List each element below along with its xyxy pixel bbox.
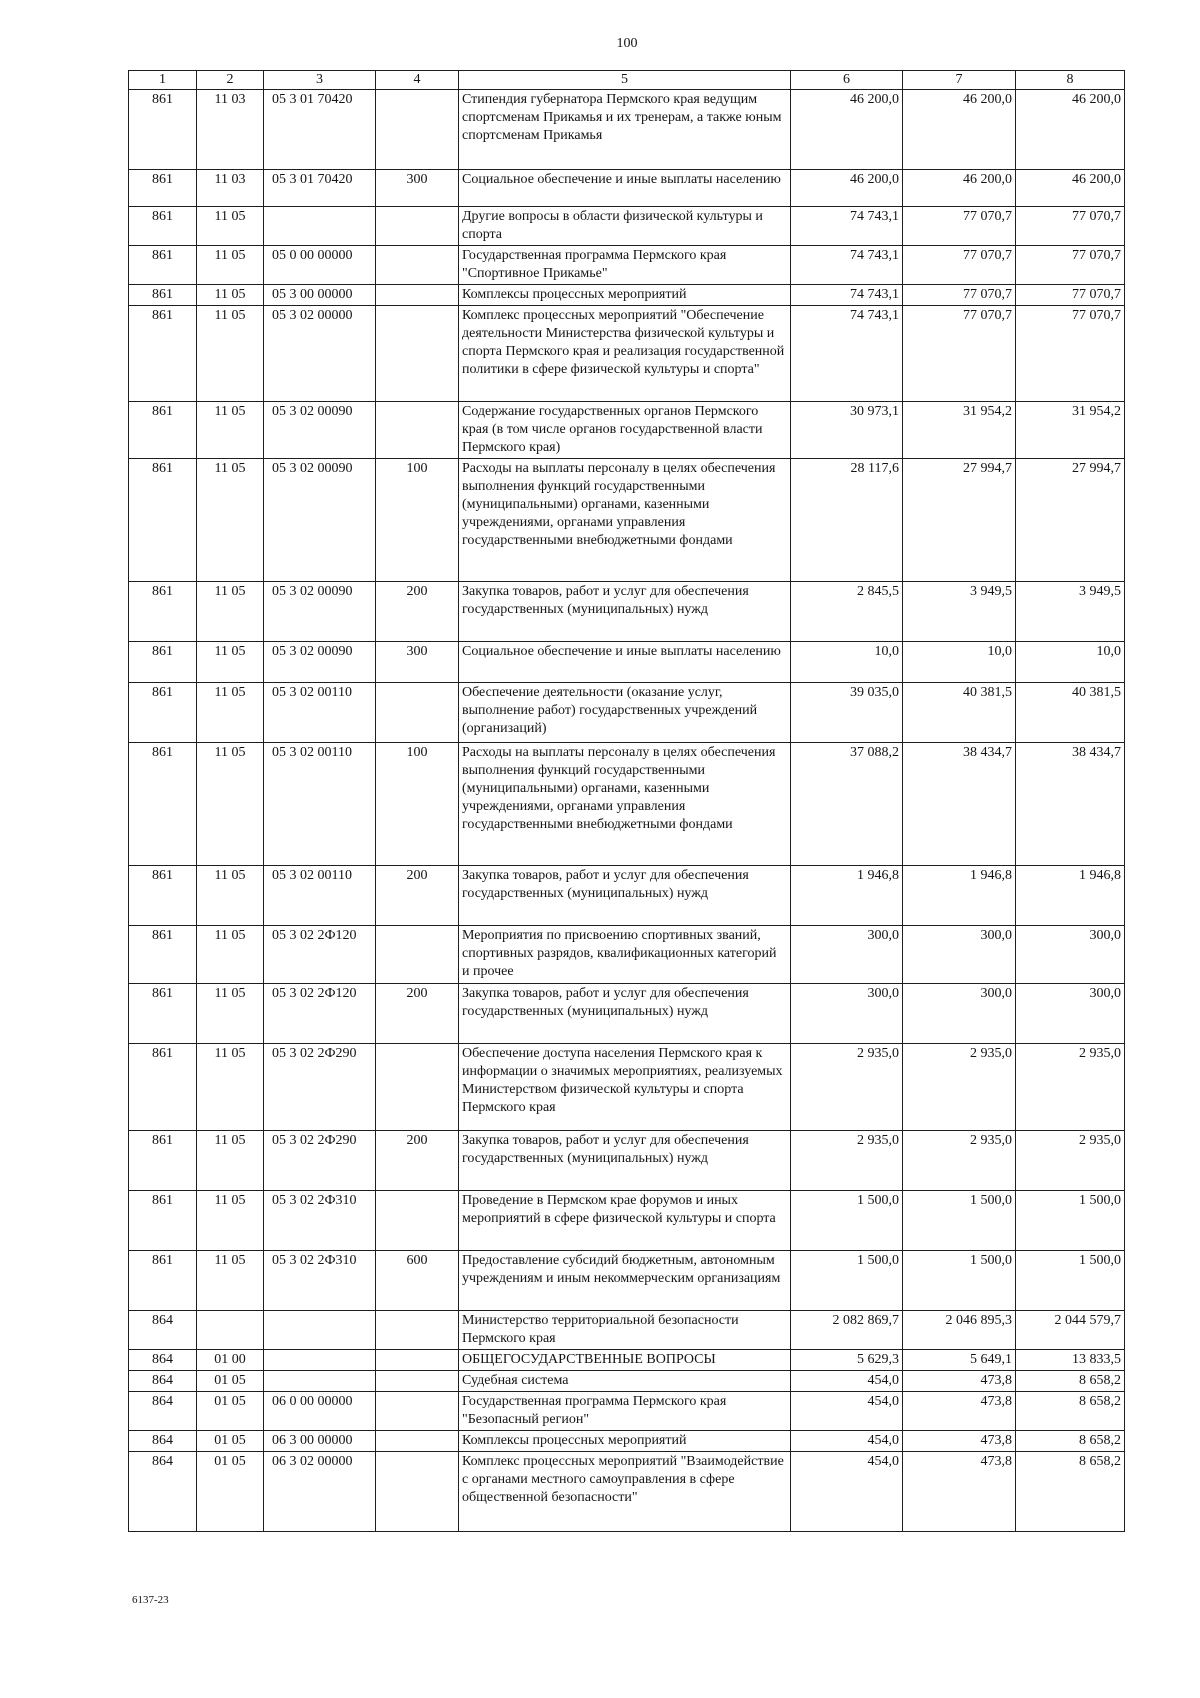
amount-col-7: 2 935,0 (903, 1044, 1016, 1131)
amount-col-8: 13 833,5 (1016, 1350, 1125, 1371)
section-code: 11 05 (197, 582, 264, 642)
expense-type-code (376, 246, 459, 285)
target-article-code: 06 3 02 00000 (264, 1452, 376, 1532)
amount-col-7: 473,8 (903, 1431, 1016, 1452)
target-article-code (264, 207, 376, 246)
section-code: 11 05 (197, 1131, 264, 1191)
line-item-name: Социальное обеспечение и иные выплаты населению (459, 170, 791, 207)
ministry-code: 864 (129, 1371, 197, 1392)
amount-col-8: 8 658,2 (1016, 1392, 1125, 1431)
expense-type-code (376, 1311, 459, 1350)
target-article-code: 05 3 02 00110 (264, 866, 376, 926)
amount-col-8: 38 434,7 (1016, 743, 1125, 866)
amount-col-8: 2 044 579,7 (1016, 1311, 1125, 1350)
ministry-code: 861 (129, 743, 197, 866)
line-item-name: Расходы на выплаты персоналу в целях обеспечения выполнения функций государственными (муниципальными) органами, казенными учреждениями, органами управления государственными внебюджетными фондами (459, 743, 791, 866)
section-code: 11 05 (197, 984, 264, 1044)
target-article-code (264, 1371, 376, 1392)
table-row (129, 1350, 1125, 1371)
amount-col-7: 473,8 (903, 1371, 1016, 1392)
amount-col-6: 454,0 (791, 1392, 903, 1431)
ministry-code: 861 (129, 402, 197, 459)
amount-col-6: 10,0 (791, 642, 903, 683)
amount-col-8: 10,0 (1016, 642, 1125, 683)
page-number: 100 (616, 36, 638, 51)
table-row (129, 642, 1125, 683)
expense-type-code (376, 1431, 459, 1452)
line-item-name: Государственная программа Пермского края "Безопасный регион" (459, 1392, 791, 1431)
amount-col-7: 77 070,7 (903, 207, 1016, 246)
amount-col-6: 5 629,3 (791, 1350, 903, 1371)
ministry-code: 861 (129, 1251, 197, 1311)
target-article-code: 06 3 00 00000 (264, 1431, 376, 1452)
table-row (129, 306, 1125, 402)
line-item-name: Другие вопросы в области физической культуры и спорта (459, 207, 791, 246)
amount-col-7: 38 434,7 (903, 743, 1016, 866)
table-row (129, 1431, 1125, 1452)
amount-col-6: 300,0 (791, 926, 903, 984)
expense-type-code (376, 1371, 459, 1392)
expense-type-code (376, 683, 459, 743)
table-row (129, 984, 1125, 1044)
line-item-name: Министерство территориальной безопасности Пермского края (459, 1311, 791, 1350)
expense-type-code (376, 90, 459, 170)
amount-col-7: 1 500,0 (903, 1191, 1016, 1251)
amount-col-7: 77 070,7 (903, 285, 1016, 306)
ministry-code: 864 (129, 1431, 197, 1452)
line-item-name: Расходы на выплаты персоналу в целях обеспечения выполнения функций государственными (муниципальными) органами, казенными учреждениями, органами управления государственными внебюджетными фондами (459, 459, 791, 582)
expense-type-code: 300 (376, 642, 459, 683)
amount-col-6: 454,0 (791, 1371, 903, 1392)
section-code: 11 05 (197, 926, 264, 984)
column-header: 7 (903, 71, 1016, 90)
amount-col-8: 8 658,2 (1016, 1371, 1125, 1392)
ministry-code: 861 (129, 1131, 197, 1191)
expense-type-code (376, 926, 459, 984)
expense-type-code (376, 306, 459, 402)
section-code: 11 05 (197, 743, 264, 866)
amount-col-7: 10,0 (903, 642, 1016, 683)
section-code: 01 05 (197, 1392, 264, 1431)
table-row (129, 1251, 1125, 1311)
amount-col-6: 2 845,5 (791, 582, 903, 642)
section-code: 11 05 (197, 683, 264, 743)
target-article-code: 05 3 02 00090 (264, 402, 376, 459)
amount-col-8: 40 381,5 (1016, 683, 1125, 743)
target-article-code: 05 3 00 00000 (264, 285, 376, 306)
target-article-code: 05 3 02 2Ф310 (264, 1191, 376, 1251)
section-code: 01 05 (197, 1431, 264, 1452)
line-item-name: ОБЩЕГОСУДАРСТВЕННЫЕ ВОПРОСЫ (459, 1350, 791, 1371)
line-item-name: Комплекс процессных мероприятий "Взаимодействие с органами местного самоуправления в сфере общественной безопасности" (459, 1452, 791, 1532)
section-code: 11 05 (197, 866, 264, 926)
expense-type-code (376, 1452, 459, 1532)
amount-col-8: 2 935,0 (1016, 1044, 1125, 1131)
table-row (129, 1452, 1125, 1532)
expense-type-code: 200 (376, 984, 459, 1044)
table-row (129, 1044, 1125, 1131)
section-code: 11 05 (197, 1251, 264, 1311)
line-item-name: Закупка товаров, работ и услуг для обеспечения государственных (муниципальных) нужд (459, 984, 791, 1044)
section-code: 11 05 (197, 1191, 264, 1251)
target-article-code: 05 3 02 2Ф290 (264, 1044, 376, 1131)
table-row (129, 1131, 1125, 1191)
target-article-code: 05 3 02 2Ф310 (264, 1251, 376, 1311)
column-header: 4 (376, 71, 459, 90)
amount-col-8: 1 500,0 (1016, 1191, 1125, 1251)
amount-col-8: 77 070,7 (1016, 207, 1125, 246)
amount-col-6: 2 935,0 (791, 1131, 903, 1191)
amount-col-7: 27 994,7 (903, 459, 1016, 582)
amount-col-7: 1 946,8 (903, 866, 1016, 926)
section-code: 11 05 (197, 402, 264, 459)
ministry-code: 864 (129, 1311, 197, 1350)
amount-col-6: 454,0 (791, 1452, 903, 1532)
line-item-name: Проведение в Пермском крае форумов и иных мероприятий в сфере физической культуры и спорта (459, 1191, 791, 1251)
target-article-code: 05 3 02 00090 (264, 582, 376, 642)
line-item-name: Закупка товаров, работ и услуг для обеспечения государственных (муниципальных) нужд (459, 1131, 791, 1191)
line-item-name: Социальное обеспечение и иные выплаты населению (459, 642, 791, 683)
amount-col-7: 46 200,0 (903, 90, 1016, 170)
ministry-code: 861 (129, 459, 197, 582)
table-row (129, 90, 1125, 170)
target-article-code: 05 3 02 00110 (264, 743, 376, 866)
expense-type-code (376, 207, 459, 246)
target-article-code: 05 3 02 2Ф120 (264, 984, 376, 1044)
amount-col-7: 300,0 (903, 984, 1016, 1044)
amount-col-6: 74 743,1 (791, 285, 903, 306)
line-item-name: Обеспечение деятельности (оказание услуг, выполнение работ) государственных учреждений (организаций) (459, 683, 791, 743)
amount-col-6: 1 500,0 (791, 1251, 903, 1311)
ministry-code: 864 (129, 1392, 197, 1431)
column-header: 3 (264, 71, 376, 90)
target-article-code: 05 3 02 2Ф120 (264, 926, 376, 984)
amount-col-7: 77 070,7 (903, 246, 1016, 285)
table-row (129, 459, 1125, 582)
target-article-code: 05 3 02 00090 (264, 642, 376, 683)
target-article-code: 05 0 00 00000 (264, 246, 376, 285)
expense-type-code (376, 1350, 459, 1371)
amount-col-7: 40 381,5 (903, 683, 1016, 743)
ministry-code: 861 (129, 90, 197, 170)
expense-type-code: 200 (376, 582, 459, 642)
line-item-name: Государственная программа Пермского края "Спортивное Прикамье" (459, 246, 791, 285)
column-header: 6 (791, 71, 903, 90)
amount-col-8: 300,0 (1016, 926, 1125, 984)
amount-col-6: 74 743,1 (791, 207, 903, 246)
target-article-code (264, 1311, 376, 1350)
target-article-code: 06 0 00 00000 (264, 1392, 376, 1431)
amount-col-8: 3 949,5 (1016, 582, 1125, 642)
section-code: 11 03 (197, 90, 264, 170)
table-row (129, 1191, 1125, 1251)
line-item-name: Закупка товаров, работ и услуг для обеспечения государственных (муниципальных) нужд (459, 866, 791, 926)
column-header: 2 (197, 71, 264, 90)
amount-col-6: 2 082 869,7 (791, 1311, 903, 1350)
ministry-code: 861 (129, 285, 197, 306)
table-row (129, 246, 1125, 285)
table-row (129, 926, 1125, 984)
expense-type-code (376, 402, 459, 459)
expense-type-code (376, 1044, 459, 1131)
ministry-code: 864 (129, 1452, 197, 1532)
ministry-code: 861 (129, 926, 197, 984)
section-code: 11 03 (197, 170, 264, 207)
ministry-code: 861 (129, 582, 197, 642)
line-item-name: Комплекс процессных мероприятий "Обеспечение деятельности Министерства физической культуры и спорта Пермского края и реализация государственной политики в сфере физической культуры и спорта" (459, 306, 791, 402)
amount-col-7: 2 046 895,3 (903, 1311, 1016, 1350)
section-code: 11 05 (197, 246, 264, 285)
amount-col-8: 300,0 (1016, 984, 1125, 1044)
expense-type-code (376, 285, 459, 306)
table-row (129, 207, 1125, 246)
line-item-name: Предоставление субсидий бюджетным, автономным учреждениям и иным некоммерческим организациям (459, 1251, 791, 1311)
target-article-code: 05 3 02 00000 (264, 306, 376, 402)
table-row (129, 402, 1125, 459)
expense-type-code (376, 1191, 459, 1251)
line-item-name: Содержание государственных органов Пермского края (в том числе органов государственной власти Пермского края) (459, 402, 791, 459)
amount-col-6: 74 743,1 (791, 306, 903, 402)
table-row (129, 1311, 1125, 1350)
document-code: 6137-23 (132, 1594, 169, 1606)
column-header: 8 (1016, 71, 1125, 90)
amount-col-8: 46 200,0 (1016, 90, 1125, 170)
section-code: 01 05 (197, 1452, 264, 1532)
amount-col-7: 31 954,2 (903, 402, 1016, 459)
amount-col-8: 77 070,7 (1016, 306, 1125, 402)
amount-col-8: 1 500,0 (1016, 1251, 1125, 1311)
expense-type-code: 100 (376, 459, 459, 582)
expense-type-code: 600 (376, 1251, 459, 1311)
amount-col-8: 8 658,2 (1016, 1431, 1125, 1452)
amount-col-6: 46 200,0 (791, 90, 903, 170)
column-header: 1 (129, 71, 197, 90)
amount-col-7: 3 949,5 (903, 582, 1016, 642)
table-row (129, 285, 1125, 306)
ministry-code: 861 (129, 306, 197, 402)
amount-col-8: 31 954,2 (1016, 402, 1125, 459)
line-item-name: Мероприятия по присвоению спортивных званий, спортивных разрядов, квалификационных категорий и прочее (459, 926, 791, 984)
table-row (129, 1371, 1125, 1392)
target-article-code: 05 3 02 2Ф290 (264, 1131, 376, 1191)
line-item-name: Комплексы процессных мероприятий (459, 1431, 791, 1452)
expense-type-code: 300 (376, 170, 459, 207)
ministry-code: 861 (129, 170, 197, 207)
amount-col-6: 37 088,2 (791, 743, 903, 866)
ministry-code: 861 (129, 207, 197, 246)
amount-col-7: 1 500,0 (903, 1251, 1016, 1311)
amount-col-6: 30 973,1 (791, 402, 903, 459)
expense-type-code: 200 (376, 866, 459, 926)
table-header-row (129, 71, 1125, 90)
ministry-code: 861 (129, 1191, 197, 1251)
amount-col-8: 77 070,7 (1016, 285, 1125, 306)
section-code (197, 1311, 264, 1350)
table-row (129, 743, 1125, 866)
budget-table (128, 70, 1125, 1532)
expense-type-code: 100 (376, 743, 459, 866)
expense-type-code: 200 (376, 1131, 459, 1191)
amount-col-8: 1 946,8 (1016, 866, 1125, 926)
ministry-code: 861 (129, 984, 197, 1044)
expense-type-code (376, 1392, 459, 1431)
table-row (129, 1392, 1125, 1431)
target-article-code: 05 3 01 70420 (264, 170, 376, 207)
section-code: 11 05 (197, 285, 264, 306)
amount-col-6: 1 946,8 (791, 866, 903, 926)
ministry-code: 861 (129, 866, 197, 926)
amount-col-8: 27 994,7 (1016, 459, 1125, 582)
table-row (129, 866, 1125, 926)
section-code: 01 00 (197, 1350, 264, 1371)
column-header: 5 (459, 71, 791, 90)
ministry-code: 861 (129, 642, 197, 683)
amount-col-7: 300,0 (903, 926, 1016, 984)
amount-col-6: 454,0 (791, 1431, 903, 1452)
line-item-name: Закупка товаров, работ и услуг для обеспечения государственных (муниципальных) нужд (459, 582, 791, 642)
table-row (129, 170, 1125, 207)
amount-col-6: 1 500,0 (791, 1191, 903, 1251)
amount-col-7: 473,8 (903, 1452, 1016, 1532)
line-item-name: Стипендия губернатора Пермского края ведущим спортсменам Прикамья и их тренерам, а также юным спортсменам Прикамья (459, 90, 791, 170)
target-article-code: 05 3 02 00090 (264, 459, 376, 582)
section-code: 11 05 (197, 306, 264, 402)
target-article-code: 05 3 02 00110 (264, 683, 376, 743)
ministry-code: 864 (129, 1350, 197, 1371)
amount-col-6: 74 743,1 (791, 246, 903, 285)
amount-col-7: 2 935,0 (903, 1131, 1016, 1191)
amount-col-8: 8 658,2 (1016, 1452, 1125, 1532)
target-article-code: 05 3 01 70420 (264, 90, 376, 170)
table-row (129, 683, 1125, 743)
amount-col-7: 46 200,0 (903, 170, 1016, 207)
amount-col-6: 300,0 (791, 984, 903, 1044)
ministry-code: 861 (129, 246, 197, 285)
section-code: 11 05 (197, 642, 264, 683)
amount-col-6: 2 935,0 (791, 1044, 903, 1131)
amount-col-7: 5 649,1 (903, 1350, 1016, 1371)
amount-col-8: 77 070,7 (1016, 246, 1125, 285)
target-article-code (264, 1350, 376, 1371)
line-item-name: Обеспечение доступа населения Пермского края к информации о значимых мероприятиях, реализуемых Министерством физической культуры и спорта Пермского края (459, 1044, 791, 1131)
section-code: 11 05 (197, 1044, 264, 1131)
section-code: 11 05 (197, 459, 264, 582)
line-item-name: Судебная система (459, 1371, 791, 1392)
amount-col-8: 46 200,0 (1016, 170, 1125, 207)
amount-col-7: 473,8 (903, 1392, 1016, 1431)
amount-col-6: 39 035,0 (791, 683, 903, 743)
amount-col-6: 46 200,0 (791, 170, 903, 207)
ministry-code: 861 (129, 1044, 197, 1131)
section-code: 11 05 (197, 207, 264, 246)
amount-col-8: 2 935,0 (1016, 1131, 1125, 1191)
amount-col-7: 77 070,7 (903, 306, 1016, 402)
ministry-code: 861 (129, 683, 197, 743)
section-code: 01 05 (197, 1371, 264, 1392)
amount-col-6: 28 117,6 (791, 459, 903, 582)
line-item-name: Комплексы процессных мероприятий (459, 285, 791, 306)
table-row (129, 582, 1125, 642)
